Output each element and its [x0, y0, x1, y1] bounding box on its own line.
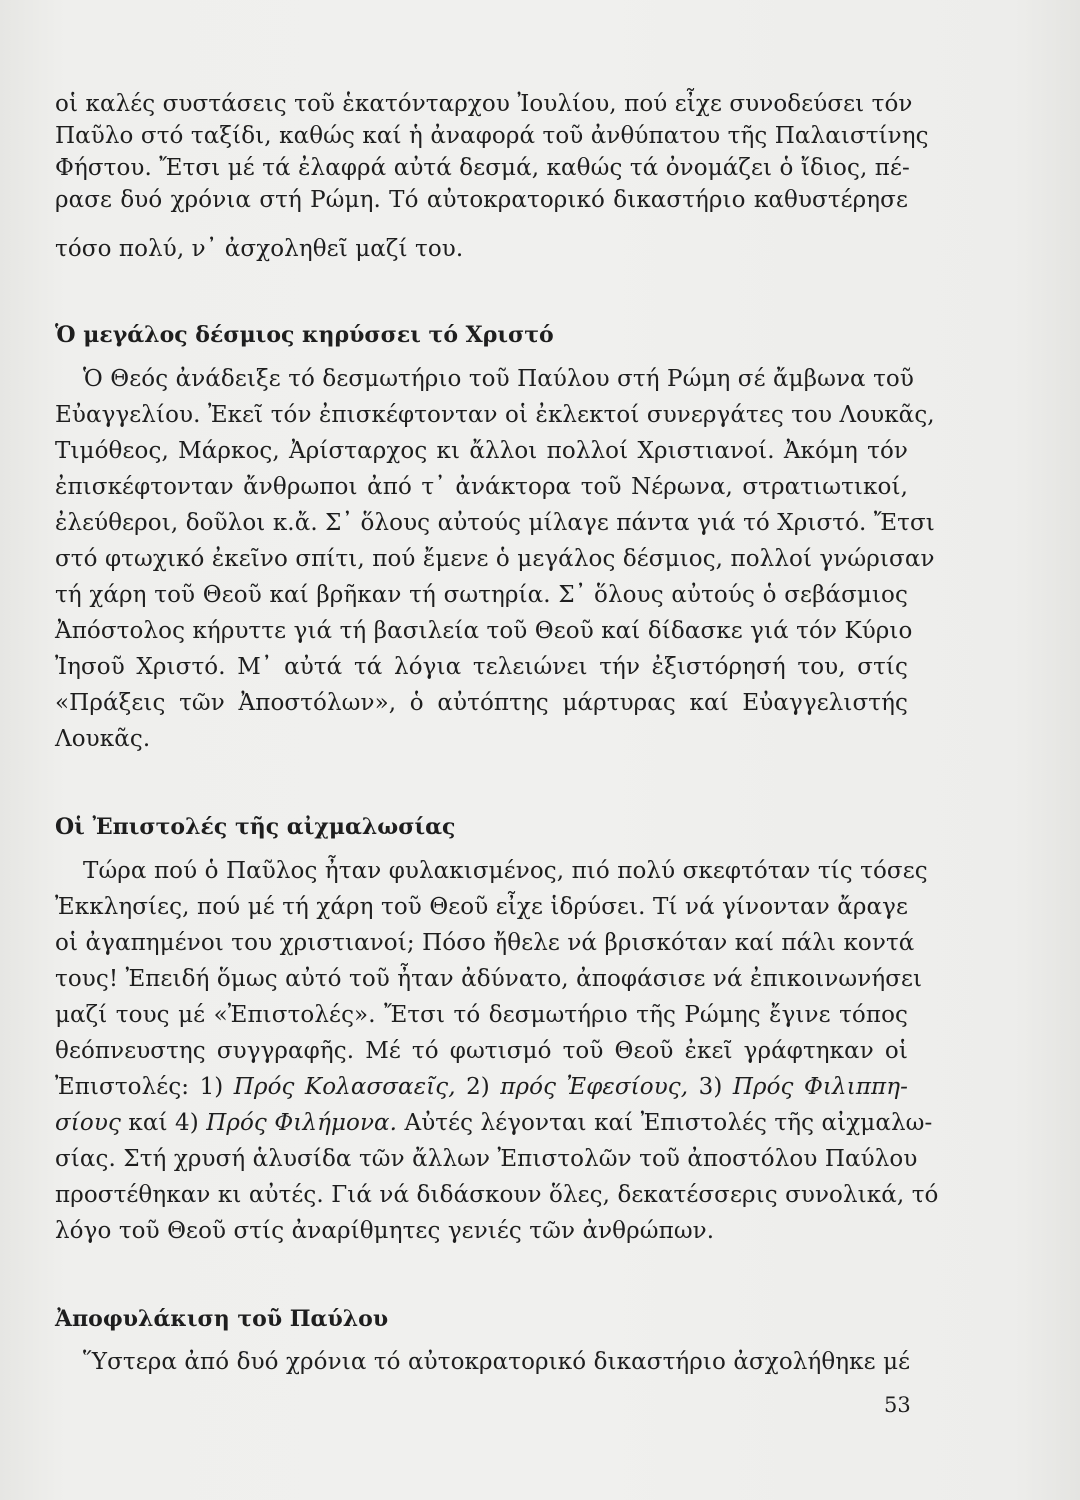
text-line: Ἰησοῦ Χριστό. Μ᾽ αὐτά τά λόγια τελειώνει τήν ἐξιστόρησή του, στίς	[55, 654, 908, 680]
text-line: ἐπισκέφτονταν ἄνθρωποι ἀπό τ᾽ ἀνάκτορα τοῦ Νέρωνα, στρατιωτικοί,	[55, 474, 908, 500]
text-span: 3)	[688, 1074, 733, 1100]
epistle-title: πρός Ἐφεσίους,	[500, 1074, 689, 1100]
text-span: Αὐτές λέγονται καί Ἐπιστολές τῆς αἰχμαλω-	[397, 1110, 933, 1136]
text-line: Ἐκκλησίες, πού μέ τή χάρη τοῦ Θεοῦ εἶχε ἱδρύσει. Τί νά γίνονταν ἄραγε	[55, 894, 908, 920]
text-line: Τώρα πού ὁ Παῦλος ἦταν φυλακισμένος, πιό πολύ σκεφτόταν τίς τόσες	[83, 858, 928, 884]
text-line: προστέθηκαν κι αὐτές. Γιά νά διδάσκουν ὅλες, δεκατέσσερις συνολικά, τό	[55, 1182, 939, 1208]
text-line: Φήστου. Ἔτσι μέ τά ἐλαφρά αὐτά δεσμά, καθώς τά ὀνομάζει ὁ ἴδιος, πέ-	[55, 155, 910, 181]
text-line: «Πράξεις τῶν Ἀποστόλων», ὁ αὐτόπτης μάρτυρας καί Εὐαγγελιστής	[55, 690, 908, 716]
text-line: οἱ καλές συστάσεις τοῦ ἑκατόνταρχου Ἰουλίου, πού εἶχε συνοδεύσει τόν	[55, 91, 913, 117]
text-span: 2)	[455, 1074, 501, 1100]
text-line: τους! Ἐπειδή ὅμως αὐτό τοῦ ἦταν ἀδύνατο, ἀποφάσισε νά ἐπικοινωνήσει	[55, 966, 923, 992]
text-line: τή χάρη τοῦ Θεοῦ καί βρῆκαν τή σωτηρία. Σ᾽ ὅλους αὐτούς ὁ σεβάσμιος	[55, 582, 908, 608]
page-number: 53	[884, 1393, 911, 1417]
text-line: τόσο πολύ, ν᾽ ἀσχοληθεῖ μαζί του.	[55, 236, 464, 262]
text-line: ρασε δυό χρόνια στή Ρώμη. Τό αὐτοκρατορικό δικαστήριο καθυστέρησε	[55, 187, 908, 213]
text-line: Ὕστερα ἀπό δυό χρόνια τό αὐτοκρατορικό δικαστήριο ἀσχολήθηκε μέ	[83, 1349, 911, 1375]
text-line: Παῦλο στό ταξίδι, καθώς καί ἡ ἀναφορά τοῦ ἀνθύπατου τῆς Παλαιστίνης	[55, 123, 929, 149]
text-line: Ὁ Θεός ἀνάδειξε τό δεσμωτήριο τοῦ Παύλου στή Ρώμη σέ ἄμβωνα τοῦ	[83, 366, 914, 392]
text-line	[55, 1071, 908, 1103]
section-heading: Ἀποφυλάκιση τοῦ Παύλου	[55, 1306, 389, 1332]
epistle-title: σίους	[55, 1110, 121, 1136]
text-line: Τιμόθεος, Μάρκος, Ἀρίσταρχος κι ἄλλοι πολλοί Χριστιανοί. Ἀκόμη τόν	[55, 438, 908, 464]
section-heading: Ὁ μεγάλος δέσμιος κηρύσσει τό Χριστό	[55, 322, 554, 348]
section-heading: Οἱ Ἐπιστολές τῆς αἰχμαλωσίας	[55, 814, 456, 840]
text-line: θεόπνευστης συγγραφῆς. Μέ τό φωτισμό τοῦ Θεοῦ ἐκεῖ γράφτηκαν οἱ	[55, 1038, 908, 1064]
text-line	[55, 1107, 933, 1139]
text-line: ἐλεύθεροι, δοῦλοι κ.ἄ. Σ᾽ ὅλους αὐτούς μίλαγε πάντα γιά τό Χριστό. Ἔτσι	[55, 510, 935, 536]
text-line: λόγο τοῦ Θεοῦ στίς ἀναρίθμητες γενιές τῶν ἀνθρώπων.	[55, 1218, 715, 1244]
text-span: καί 4)	[120, 1110, 207, 1136]
text-line: Λουκᾶς.	[55, 726, 151, 752]
text-span: Ἐπιστολές: 1)	[55, 1074, 234, 1100]
epistle-title: Πρός Κολασσαεῖς,	[233, 1074, 456, 1100]
text-line: οἱ ἀγαπημένοι του χριστιανοί; Πόσο ἤθελε νά βρισκόταν καί πάλι κοντά	[55, 930, 915, 956]
text-line: Εὐαγγελίου. Ἐκεῖ τόν ἐπισκέφτονταν οἱ ἐκλεκτοί συνεργάτες του Λουκᾶς,	[55, 402, 935, 428]
epistle-title: Πρός Φιλήμονα.	[206, 1110, 398, 1136]
epistle-title: Πρός Φιλιππη-	[732, 1074, 909, 1100]
text-line: μαζί τους μέ «Ἐπιστολές». Ἔτσι τό δεσμωτήριο τῆς Ρώμης ἔγινε τόπος	[55, 1002, 908, 1028]
text-line: Ἀπόστολος κήρυττε γιά τή βασιλεία τοῦ Θεοῦ καί δίδασκε γιά τόν Κύριο	[55, 618, 913, 644]
text-line: σίας. Στή χρυσή ἁλυσίδα τῶν ἄλλων Ἐπιστολῶν τοῦ ἀποστόλου Παύλου	[55, 1146, 918, 1172]
text-line: στό φτωχικό ἐκεῖνο σπίτι, πού ἔμενε ὁ μεγάλος δέσμιος, πολλοί γνώρισαν	[55, 546, 935, 572]
